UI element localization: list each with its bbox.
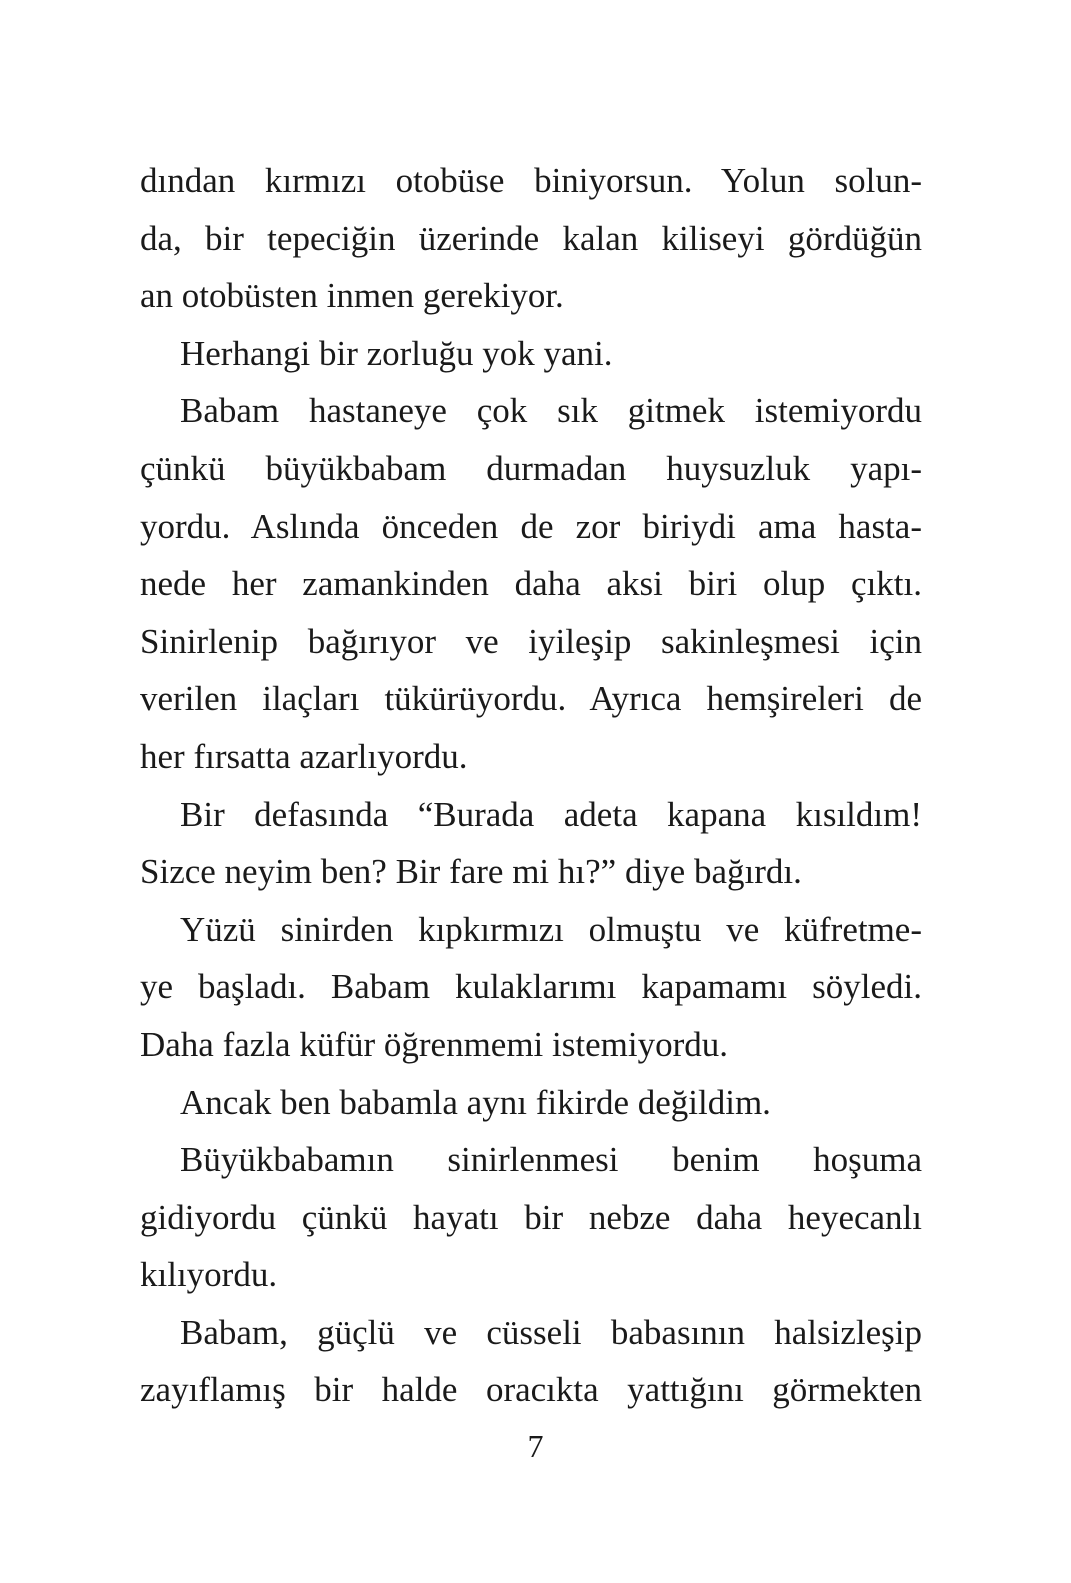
- text-line: zayıflamış bir halde oracıkta yattığını görmekten: [140, 1370, 922, 1410]
- text-line: Bir defasında “Burada adeta kapana kısıldım!: [180, 794, 922, 834]
- text-line: Babam, güçlü ve cüsseli babasının halsizleşip: [180, 1312, 922, 1352]
- text-line: Daha fazla küfür öğrenmemi istemiyordu.: [140, 1024, 728, 1064]
- text-line: yordu. Aslında önceden de zor biriydi ama hasta-: [140, 506, 922, 546]
- text-line: nede her zamankinden daha aksi biri olup çıktı.: [140, 564, 922, 604]
- text-line: verilen ilaçları tükürüyordu. Ayrıca hemşireleri de: [140, 679, 922, 719]
- page-number: 7: [527, 1428, 544, 1464]
- text-line: da, bir tepeciğin üzerinde kalan kiliseyi gördüğün: [140, 218, 922, 258]
- text-line: Büyükbabamın sinirlenmesi benim hoşuma: [180, 1140, 922, 1180]
- text-line: an otobüsten inmen gerekiyor.: [140, 276, 564, 316]
- text-line: kılıyordu.: [140, 1255, 278, 1295]
- text-line: her fırsatta azarlıyordu.: [140, 736, 468, 776]
- text-line: gidiyordu çünkü hayatı bir nebze daha heyecanlı: [140, 1197, 922, 1237]
- text-line: Ancak ben babamla aynı fikirde değildim.: [180, 1082, 771, 1122]
- text-line: çünkü büyükbabam durmadan huysuzluk yapı-: [140, 448, 922, 488]
- text-line: Herhangi bir zorluğu yok yani.: [180, 333, 613, 373]
- text-line: dından kırmızı otobüse biniyorsun. Yolun solun-: [140, 161, 922, 200]
- text-line: Yüzü sinirden kıpkırmızı olmuştu ve küfretme-: [180, 909, 922, 949]
- text-line: Sizce neyim ben? Bir fare mi hı?” diye bağırdı.: [140, 852, 802, 892]
- text-line: ye başladı. Babam kulaklarımı kapamamı söyledi.: [140, 967, 922, 1007]
- text-line: Babam hastaneye çok sık gitmek istemiyordu: [180, 391, 922, 431]
- body-text: [140, 152, 922, 1419]
- text-line: Sinirlenip bağırıyor ve iyileşip sakinleşmesi için: [140, 621, 922, 661]
